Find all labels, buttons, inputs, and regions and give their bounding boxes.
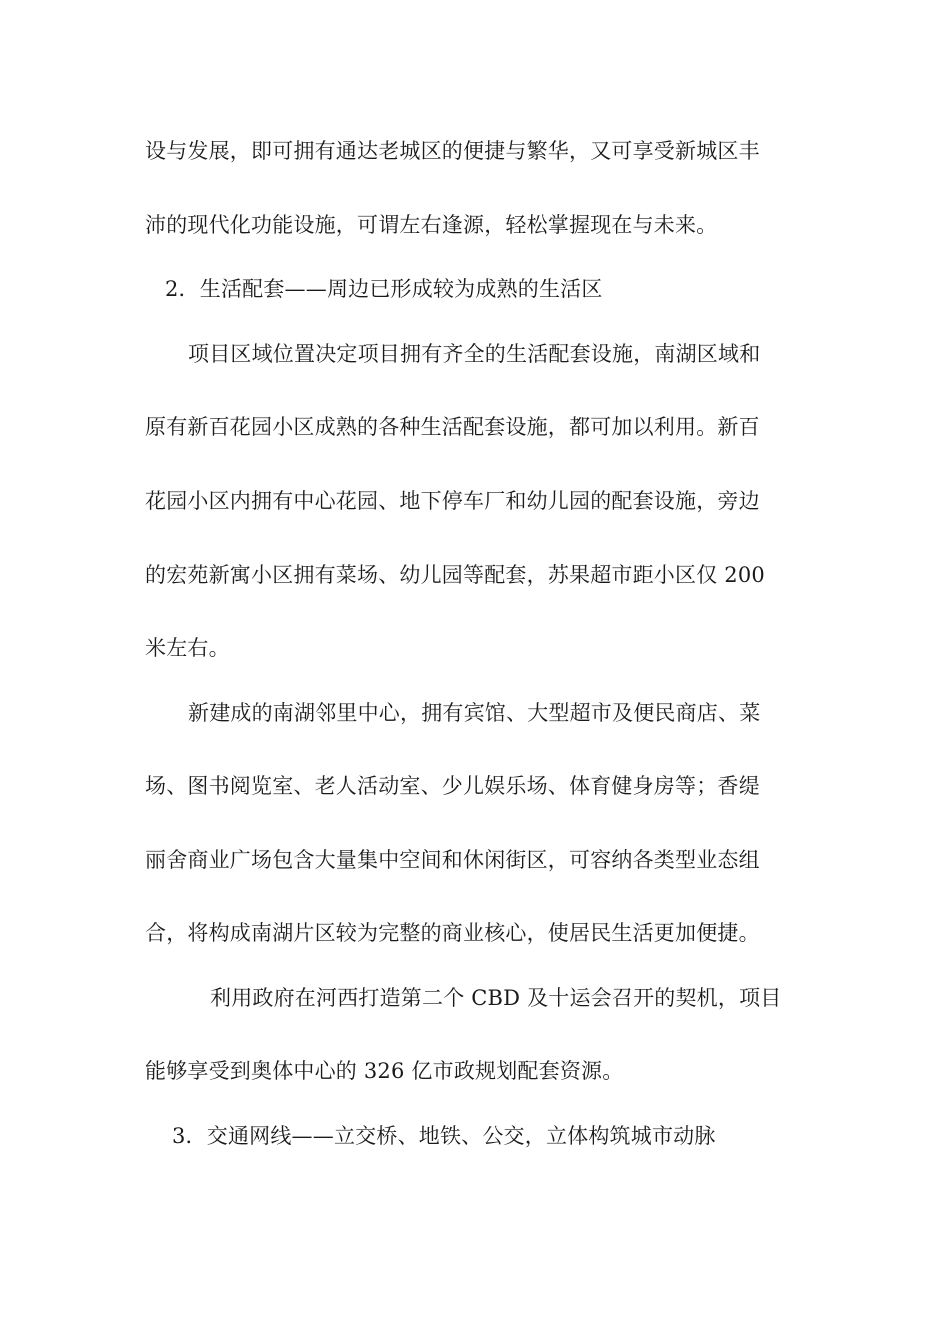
paragraph-line: 花园小区内拥有中心花园、地下停车厂和幼儿园的配套设施，旁边 <box>145 489 760 513</box>
paragraph-line: 的宏苑新寓小区拥有菜场、幼儿园等配套，苏果超市距小区仅 200 <box>145 563 765 587</box>
paragraph-line: 设与发展，即可拥有通达老城区的便捷与繁华，又可享受新城区丰 <box>145 139 760 163</box>
paragraph-line: 原有新百花园小区成熟的各种生活配套设施，都可加以利用。新百 <box>145 415 760 439</box>
paragraph-line: 能够享受到奥体中心的 326 亿市政规划配套资源。 <box>145 1059 624 1083</box>
paragraph-line: 利用政府在河西打造第二个 CBD 及十运会召开的契机，项目 <box>210 986 782 1010</box>
paragraph-line: 项目区域位置决定项目拥有齐全的生活配套设施，南湖区域和 <box>188 342 761 366</box>
section-heading-2: 2．生活配套——周边已形成较为成熟的生活区 <box>165 277 603 301</box>
paragraph-line: 合，将构成南湖片区较为完整的商业核心，使居民生活更加便捷。 <box>145 921 760 945</box>
section-heading-3: 3．交通网线——立交桥、地铁、公交，立体构筑城市动脉 <box>172 1124 716 1148</box>
paragraph-line: 新建成的南湖邻里中心，拥有宾馆、大型超市及便民商店、菜 <box>188 701 761 725</box>
paragraph-line: 场、图书阅览室、老人活动室、少儿娱乐场、体育健身房等；香缇 <box>145 774 760 798</box>
paragraph-line: 米左右。 <box>145 636 230 660</box>
paragraph-line: 沛的现代化功能设施，可谓左右逢源，轻松掌握现在与未来。 <box>145 213 718 237</box>
paragraph-line: 丽舍商业广场包含大量集中空间和休闲街区，可容纳各类型业态组 <box>145 848 760 872</box>
